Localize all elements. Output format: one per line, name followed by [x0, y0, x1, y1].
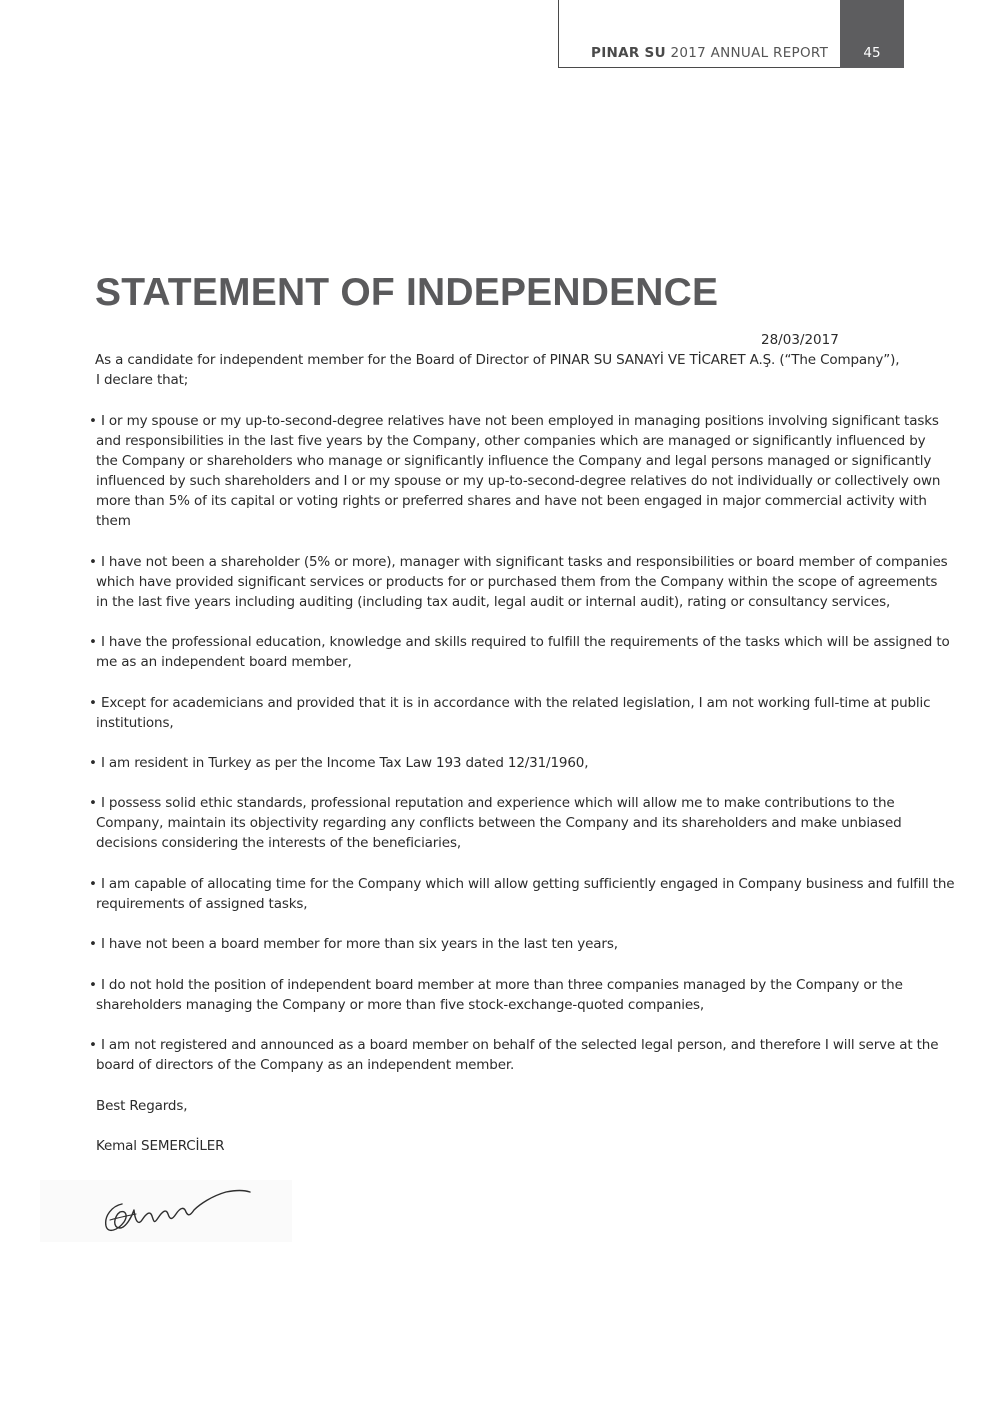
bullet-line: which have provided significant services or products for or purchased them from the Company within the scope of agreements	[96, 574, 938, 591]
bullet-line: • I possess solid ethic standards, professional reputation and experience which will allow me to make contributions to the	[89, 795, 895, 811]
bullet-line: more than 5% of its capital or voting rights or preferred shares and have not been engaged in major commercial activity with	[96, 493, 927, 510]
bullet-line: • I or my spouse or my up-to-second-degree relatives have not been employed in managing positions involving significant tasks	[89, 413, 939, 429]
page-number-box	[840, 0, 904, 68]
bullet-9	[89, 975, 909, 1015]
header-brand: PINAR SU	[591, 45, 666, 61]
bullet-line: the Company or shareholders who manage or significantly influence the Company and legal persons managed or significantly	[96, 453, 932, 470]
running-header	[591, 45, 828, 61]
bullet-line: • I have the professional education, knowledge and skills required to fulfill the requirements of the tasks which will be assigned to	[89, 634, 950, 650]
bullet-line: board of directors of the Company as an independent member.	[96, 1057, 515, 1074]
bullet-line: requirements of assigned tasks,	[96, 896, 308, 913]
bullet-line: decisions considering the interests of the beneficiaries,	[96, 835, 461, 852]
bullet-line: • I do not hold the position of independent board member at more than three companies managed by the Company or the	[89, 977, 903, 993]
bullet-4	[89, 693, 931, 733]
signer-name: Kemal SEMERCİLER	[96, 1138, 225, 1154]
bullet-line: me as an independent board member,	[96, 654, 352, 671]
bullet-line: influenced by such shareholders and I or my spouse or my up-to-second-degree relatives do not individually or collectively own	[96, 473, 941, 490]
bullet-2	[89, 552, 948, 612]
closing-text: Best Regards,	[96, 1098, 188, 1114]
statement-date: 28/03/2017	[761, 332, 839, 348]
bullet-line: shareholders managing the Company or more than five stock-exchange-quoted companies,	[96, 997, 705, 1014]
bullet-line: • I am capable of allocating time for the Company which will allow getting sufficiently engaged in Company business and fulfill the	[89, 876, 955, 892]
bullet-3	[89, 632, 950, 672]
bullet-line: • I am not registered and announced as a board member on behalf of the selected legal person, and therefore I will serve at the	[89, 1037, 939, 1053]
page-number: 45	[863, 45, 881, 61]
bullet-6	[89, 793, 909, 853]
intro-line-2: I declare that;	[96, 372, 189, 388]
intro-line-1: As a candidate for independent member for the Board of Director of PINAR SU SANAYİ VE TİCARET A.Ş. (“The Company”),	[95, 352, 900, 368]
page-title: STATEMENT OF INDEPENDENCE	[95, 271, 719, 314]
header-report-title: 2017 ANNUAL REPORT	[670, 45, 829, 61]
bullet-line: • Except for academicians and provided that it is in accordance with the related legislation, I am not working full-time at public	[89, 695, 931, 711]
bullet-line: Company, maintain its objectivity regarding any conflicts between the Company and its shareholders and make unbiased	[96, 815, 902, 832]
signature-image	[40, 1180, 292, 1242]
bullet-5	[89, 753, 909, 773]
bullet-line: • I have not been a board member for more than six years in the last ten years,	[89, 936, 618, 952]
bullet-line: • I am resident in Turkey as per the Income Tax Law 193 dated 12/31/1960,	[89, 755, 589, 771]
bullet-line: them	[96, 513, 131, 530]
bullet-line: and responsibilities in the last five years by the Company, other companies which are managed or significantly influenced by	[96, 433, 926, 450]
bullet-8	[89, 934, 909, 954]
bullet-line: in the last five years including auditing (including tax audit, legal audit or internal audit), rating or consultancy services,	[96, 594, 891, 611]
bullet-line: institutions,	[96, 715, 174, 732]
bullet-7	[89, 874, 955, 914]
bullet-line: • I have not been a shareholder (5% or more), manager with significant tasks and responsibilities or board member of companies	[89, 554, 948, 570]
page-header	[558, 0, 904, 68]
bullet-10	[89, 1035, 939, 1075]
bullet-1	[89, 411, 941, 532]
signature-scribble	[40, 1180, 292, 1242]
